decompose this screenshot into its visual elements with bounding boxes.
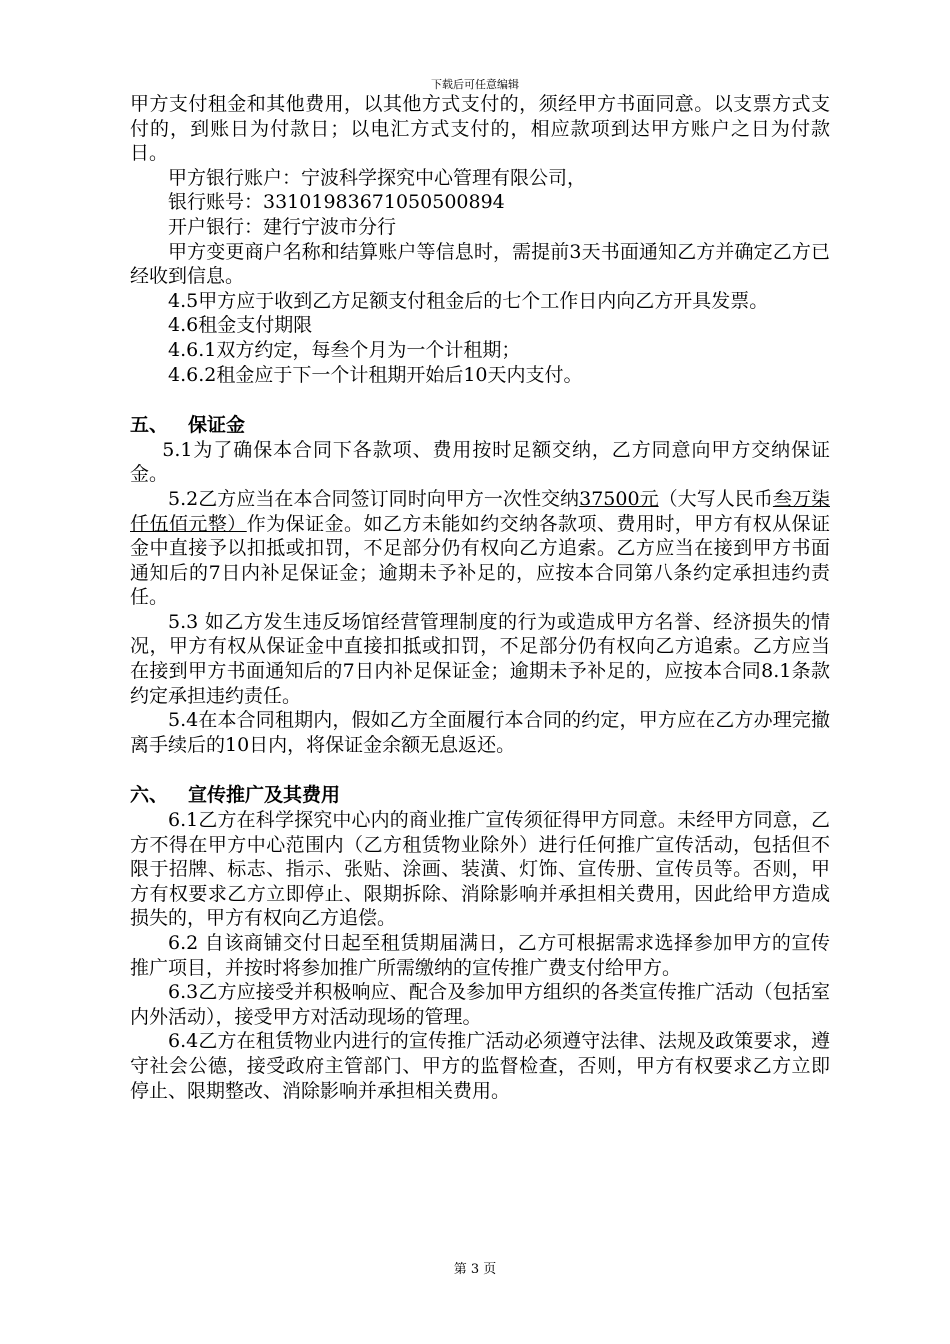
section-6-number: 六、 — [130, 784, 169, 807]
clause-5-1: 5.1为了确保本合同下各款项、费用按时足额交纳，乙方同意向甲方交纳保证金。 — [130, 438, 830, 486]
clause-6-2: 6.2 自该商铺交付日起至租赁期届满日，乙方可根据需求选择参加甲方的宣传推广项目，并按时将参加推广所需缴纳的宣传推广费支付给甲方。 — [130, 932, 830, 979]
paragraph-bank-account-number: 银行账号：33101983671050500894 — [168, 191, 505, 214]
paragraph-account-change: 甲方变更商户名称和结算账户等信息时，需提前3天书面通知乙方并确定乙方已经收到信息。 — [130, 240, 830, 288]
section-5-heading — [130, 413, 830, 438]
clause-6-3: 6.3乙方应接受并积极响应、配合及参加甲方组织的各类宣传推广活动（包括室内外活动），接受甲方对活动现场的管理。 — [130, 981, 830, 1028]
section-5-title: 保证金 — [188, 414, 246, 437]
clause-5-2 — [130, 487, 830, 610]
clause-5-2-text-c: 作为保证金。如乙方未能如约交纳各款项、费用时，甲方有权从保证金中直接予以扣抵或扣罚，不足部分仍有权向乙方追索。乙方应当在接到甲方书面通知后的7日内补足保证金；逾期未予补足的，应按本合同第八条约定承担违约责任。 — [130, 512, 830, 609]
deposit-amount: 37500元 — [579, 487, 659, 510]
page-number: 第 3 页 — [453, 1262, 497, 1277]
clause-5-2-text-a: 5.2乙方应当在本合同签订同时向甲方一次性交纳 — [168, 487, 580, 510]
section-6-title: 宣传推广及其费用 — [188, 784, 341, 807]
section-6-heading — [130, 783, 830, 808]
deposit-amount-uppercase: 叁万柒仟伍佰元整） — [130, 487, 830, 535]
clause-5-4: 5.4在本合同租期内，假如乙方全面履行本合同的约定，甲方应在乙方办理完撤离手续后的10日内，将保证金余额无息返还。 — [130, 709, 830, 756]
clause-6-1: 6.1乙方在科学探究中心内的商业推广宣传须征得甲方同意。未经甲方同意，乙方不得在甲方中心范围内（乙方租赁物业除外）进行任何推广宣传活动，包括但不限于招牌、标志、指示、张贴、涂画、装潢、灯饰、宣传册、宣传员等。否则，甲方有权要求乙方立即停止、限期拆除、消除影响并承担相关费用，因此给甲方造成损失的，甲方有权向乙方追偿。 — [130, 809, 830, 930]
section-5-number: 五、 — [130, 414, 169, 437]
clause-4-5: 4.5甲方应于收到乙方足额支付租金后的七个工作日内向乙方开具发票。 — [168, 289, 769, 312]
section-spacer — [130, 387, 830, 413]
paragraph-payment-method: 甲方支付租金和其他费用，以其他方式支付的，须经甲方书面同意。以支票方式支付的，到账日为付款日；以电汇方式支付的，相应款项到达甲方账户之日为付款日。 — [130, 93, 830, 165]
page-header: 下载后可任意编辑 — [431, 78, 519, 91]
document-body — [130, 92, 830, 1103]
clause-4-6-1: 4.6.1双方约定，每叁个月为一个计租期； — [168, 338, 521, 361]
section-spacer — [130, 757, 830, 783]
clause-4-6: 4.6租金支付期限 — [168, 314, 313, 337]
paragraph-bank-name: 开户银行：建行宁波市分行 — [168, 215, 397, 238]
paragraph-bank-account-name: 甲方银行账户：宁波科学探究中心管理有限公司， — [168, 166, 587, 189]
clause-6-4: 6.4乙方在租赁物业内进行的宣传推广活动必须遵守法律、法规及政策要求，遵守社会公德，接受政府主管部门、甲方的监督检查，否则，甲方有权要求乙方立即停止、限期整改、消除影响并承担相关费用。 — [130, 1030, 830, 1102]
clause-4-6-2: 4.6.2租金应于下一个计租期开始后10天内支付。 — [168, 363, 583, 386]
clause-5-2-text-b: （大写人民币 — [658, 487, 773, 510]
clause-5-3: 5.3 如乙方发生违反场馆经营管理制度的行为或造成甲方名誉、经济损失的情况，甲方有权从保证金中直接扣抵或扣罚，不足部分仍有权向乙方追索。乙方应当在接到甲方书面通知后的7日内补足保证金；逾期未予补足的，应按本合同8.1条款约定承担违约责任。 — [130, 610, 830, 707]
